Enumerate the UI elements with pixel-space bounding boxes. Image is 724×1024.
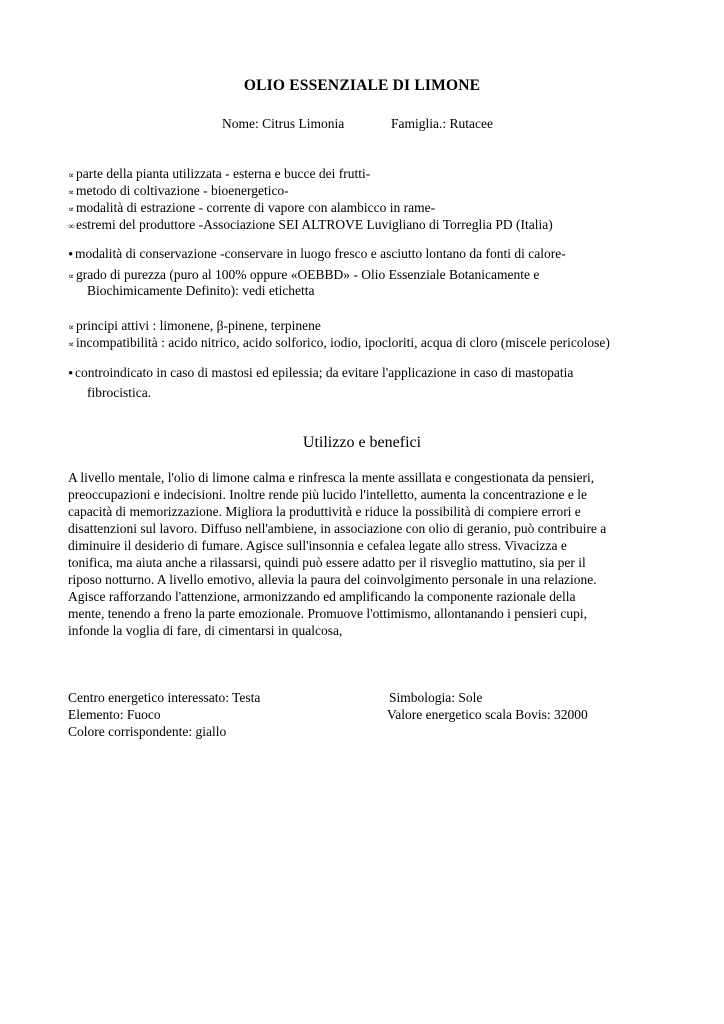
paragraph-line: infonde la voglia di fare, di cimentarsi in qualcosa, [68,623,343,638]
proportional-icon: ∝ [68,204,75,214]
page-title: OLIO ESSENZIALE DI LIMONE [243,77,481,94]
list-item-text: principi attivi : limonene, β-pinene, terpinene [76,318,321,333]
list-item-text: incompatibilità : acido nitrico, acido solforico, iodio, ipocloriti, acqua di cloro (miscele pericolose) [76,335,610,350]
elemento: Elemento: Fuoco [68,707,161,722]
bullet-dot-icon: • [68,366,74,382]
paragraph-line: tonifica, ma aiuta anche a rilassarsi, quindi può essere adatto per il risveglio mattutino, sia per il [68,555,586,570]
paragraph-line: riposo notturno. A livello emotivo, allevia la paura del coinvolgimento personale in una relazione. [68,572,597,587]
proportional-icon: ∝ [68,339,75,349]
botanical-name: Nome: Citrus Limonia [222,116,345,131]
paragraph-line: capacità di memorizzazione. Migliora la produttività e riduce la possibilità di compiere errori e [68,504,581,519]
valore-energetico: Valore energetico scala Bovis: 32000 [387,707,588,722]
list-item-text: modalità di estrazione - corrente di vapore con alambicco in rame- [76,200,436,215]
botanical-family: Famiglia.: Rutacee [391,116,493,131]
bullet-dot-icon: • [68,247,74,263]
centro-energetico: Centro energetico interessato: Testa [68,690,261,705]
list-item [68,245,566,264]
proportional-icon: ∝ [68,187,75,197]
proportional-icon: ∝ [68,271,75,281]
list-item-text: metodo di coltivazione - bioenergetico- [76,183,289,198]
infinity-icon: ∞ [68,221,75,231]
colore-corrispondente: Colore corrispondente: giallo [68,724,227,739]
list-item-text: modalità di conservazione -conservare in luogo fresco e asciutto lontano da fonti di calore- [75,246,566,261]
list-item [68,216,553,235]
section-title: Utilizzo e benefici [302,434,422,451]
paragraph-line: Agisce rafforzando l'attenzione, armonizzando ed amplificando la componente razionale della [68,589,576,604]
paragraph-line: preoccupazioni e indecisioni. Inoltre rende più lucido l'intelletto, aumenta la concentrazione e le [68,487,587,502]
paragraph-line: diminuire il desiderio di fumare. Agisce sull'insonnia e cefalea legate allo stress. Vivacizza e [68,538,567,553]
paragraph-line: A livello mentale, l'olio di limone calma e rinfresca la mente assillata e congestionata da pensieri, [68,470,595,485]
list-item-text: parte della pianta utilizzata - esterna e bucce dei frutti- [76,166,371,181]
proportional-icon: ∝ [68,322,75,332]
list-item-continuation: Biochimicamente Definito): vedi etichetta [87,283,315,298]
list-item-text: estremi del produttore -Associazione SEI ALTROVE Luvigliano di Torreglia PD (Italia) [76,217,553,232]
description-paragraph [68,469,662,639]
list-item-continuation: fibrocistica. [87,385,152,400]
proportional-icon: ∝ [68,170,75,180]
paragraph-line: disattenzioni sul lavoro. Diffuso nell'ambiene, in associazione con olio di geranio, può contribuire a [68,521,607,536]
paragraph-line: mente, tenendo a freno la parte emozionale. Promuove l'ottimismo, allontanando i pensieri cupi, [68,606,588,621]
list-item-text: controindicato in caso di mastosi ed epilessia; da evitare l'applicazione in caso di mastopatia [75,365,574,380]
simbologia: Simbologia: Sole [389,690,483,705]
list-item [68,334,610,353]
list-item-text: grado di purezza (puro al 100% oppure «OEBBD» - Olio Essenziale Botanicamente e [76,267,540,282]
list-item [68,364,573,383]
